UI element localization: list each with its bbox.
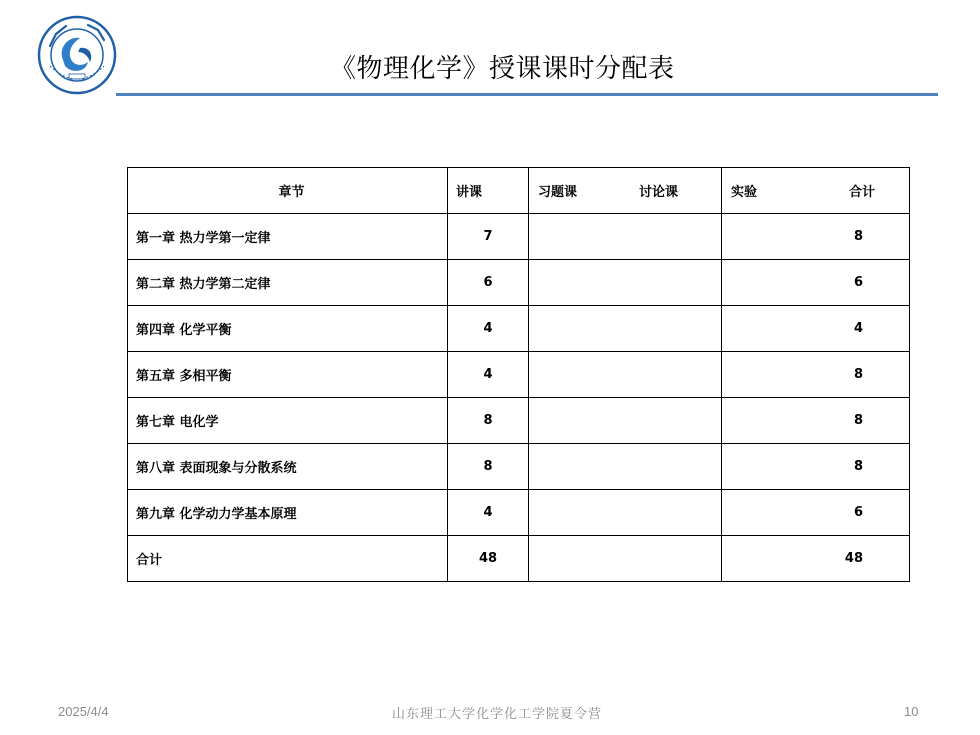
chapter-cell: 合计	[128, 536, 448, 582]
exercise-cell	[529, 260, 722, 306]
header-experiment-total	[722, 168, 910, 214]
header-discussion: 讨论课	[638, 185, 678, 200]
footer-organizer: 山东理工大学化学化工学院夏令营	[392, 707, 603, 722]
total-cell	[722, 306, 910, 352]
total-cell	[722, 536, 910, 582]
exercise-cell	[529, 398, 722, 444]
chapter-cell: 第五章 多相平衡	[128, 352, 448, 398]
header-exercise-discussion	[529, 168, 722, 214]
table-row	[128, 398, 910, 444]
chapter-cell: 第四章 化学平衡	[128, 306, 448, 352]
table-row	[128, 490, 910, 536]
table-row	[128, 352, 910, 398]
table-header-row	[128, 168, 910, 214]
lecture-cell: 4	[448, 490, 529, 536]
total-cell	[722, 444, 910, 490]
total-cell	[722, 260, 910, 306]
lecture-cell: 8	[448, 444, 529, 490]
header-experiment: 实验	[731, 185, 758, 200]
header-exercise: 习题课	[538, 185, 578, 200]
total-cell	[722, 398, 910, 444]
lecture-cell: 4	[448, 352, 529, 398]
total-value: 8	[853, 459, 863, 474]
total-value: 4	[853, 321, 863, 336]
lecture-cell: 48	[448, 536, 529, 582]
table-row	[128, 306, 910, 352]
lecture-cell: 7	[448, 214, 529, 260]
total-cell	[722, 490, 910, 536]
table-row	[128, 444, 910, 490]
exercise-cell	[529, 214, 722, 260]
total-value: 6	[853, 275, 863, 290]
page-title: 《物理化学》授课课时分配表	[330, 54, 675, 84]
chapter-cell: 第七章 电化学	[128, 398, 448, 444]
table-total-row	[128, 536, 910, 582]
total-value: 6	[853, 505, 863, 520]
header-lecture-label: 讲课	[456, 185, 483, 200]
chapter-cell: 第二章 热力学第二定律	[128, 260, 448, 306]
total-value: 48	[844, 551, 863, 566]
course-hours-table	[127, 167, 910, 582]
chapter-cell: 第一章 热力学第一定律	[128, 214, 448, 260]
page-number: 10	[904, 704, 919, 719]
title-divider	[116, 93, 938, 96]
lecture-cell: 4	[448, 306, 529, 352]
chapter-cell: 第八章 表面现象与分散系统	[128, 444, 448, 490]
chapter-cell: 第九章 化学动力学基本原理	[128, 490, 448, 536]
lecture-cell: 6	[448, 260, 529, 306]
total-value: 8	[853, 413, 863, 428]
header-lecture	[448, 168, 529, 214]
exercise-cell	[529, 306, 722, 352]
header-chapter: 章节	[128, 168, 448, 214]
exercise-cell	[529, 490, 722, 536]
total-value: 8	[853, 229, 863, 244]
lecture-cell: 8	[448, 398, 529, 444]
total-cell	[722, 352, 910, 398]
university-seal-icon	[36, 14, 118, 96]
table-row	[128, 214, 910, 260]
header-total: 合计	[848, 185, 875, 200]
footer-date: 2025/4/4	[58, 704, 109, 719]
total-cell	[722, 214, 910, 260]
total-value: 8	[853, 367, 863, 382]
table-row	[128, 260, 910, 306]
exercise-cell	[529, 352, 722, 398]
exercise-cell	[529, 536, 722, 582]
exercise-cell	[529, 444, 722, 490]
